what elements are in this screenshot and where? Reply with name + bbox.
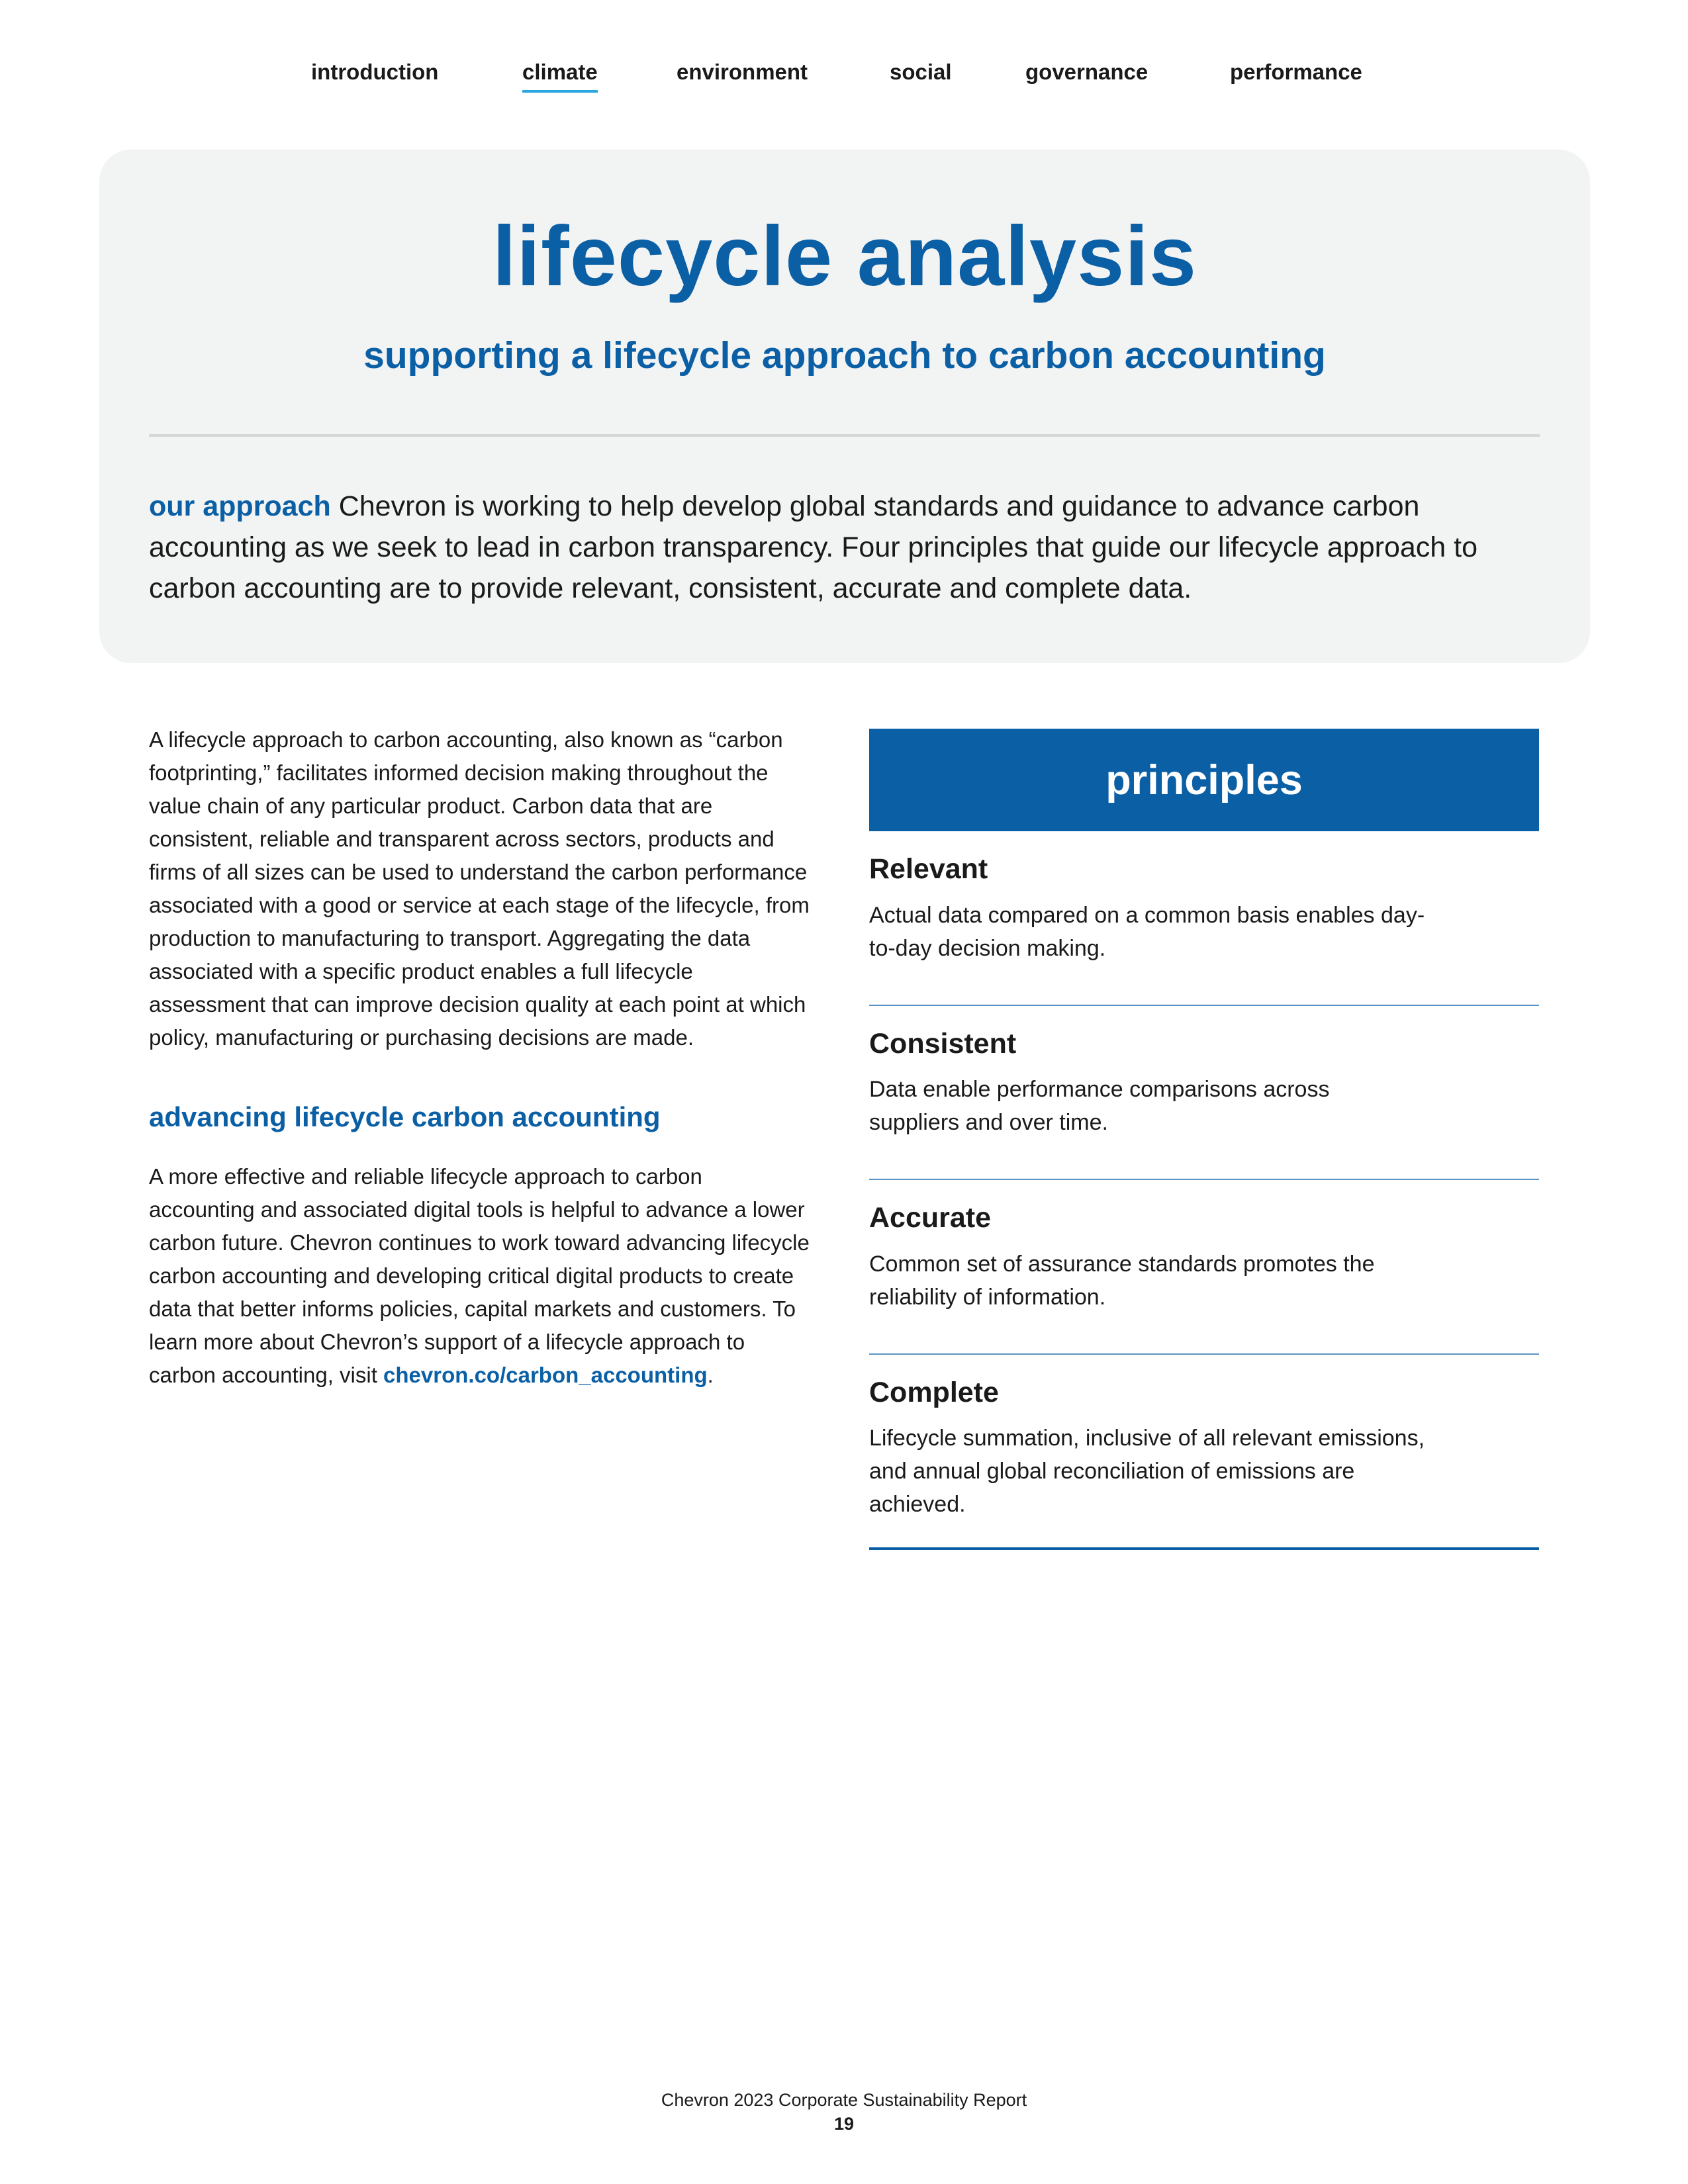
principle-title: Consistent (869, 1027, 1017, 1060)
principles-header: principles (869, 729, 1539, 831)
hero-panel (99, 150, 1590, 663)
principle-description: Actual data compared on a common basis enables day-to-day decision making. (869, 902, 1425, 961)
principle-description: Common set of assurance standards promotes the reliability of information. (869, 1251, 1375, 1310)
page-title: lifecycle analysis (492, 209, 1197, 304)
principles-panel (869, 729, 1539, 1550)
left-column (149, 723, 811, 1392)
page-subtitle: supporting a lifecycle approach to carbon accounting (363, 334, 1326, 377)
principle-description: Lifecycle summation, inclusive of all relevant emissions, and annual global reconciliation of emissions are achieved. (869, 1426, 1425, 1518)
principle-description: Data enable performance comparisons across suppliers and over time. (869, 1077, 1330, 1136)
principle-accurate (869, 1180, 1539, 1355)
approach-lead: our approach (149, 490, 331, 522)
principle-title: Accurate (869, 1202, 992, 1234)
intro-paragraph: A lifecycle approach to carbon accounting, also known as “carbon footprinting,” facilitates informed decision making throughout the value chain of any particular product. Carbon data that are consistent, reliable and transparent across sectors, products and firms of all sizes can be used to understand the carbon performance associated with a good or service at each stage of the lifecycle, from production to manufacturing to transport. Aggregating the data associated with a specific product enables a full lifecycle assessment that can improve decision quality at each point at which policy, manufacturing or purchasing decisions are made. (149, 727, 810, 1050)
principle-relevant (869, 831, 1539, 1006)
advancing-text-end: . (707, 1363, 714, 1388)
hero-divider (149, 434, 1540, 437)
principle-consistent (869, 1006, 1539, 1181)
nav-item-climate[interactable]: climate (522, 60, 598, 93)
nav-item-governance[interactable]: governance (1025, 60, 1149, 84)
section-heading: advancing lifecycle carbon accounting (149, 1101, 661, 1132)
carbon-accounting-link[interactable]: chevron.co/carbon_accounting (383, 1363, 708, 1388)
approach-paragraph (149, 486, 1539, 609)
top-navigation (0, 60, 1688, 99)
nav-item-social[interactable]: social (890, 60, 952, 84)
report-name: Chevron 2023 Corporate Sustainability Report (661, 2090, 1027, 2110)
nav-item-performance[interactable]: performance (1230, 60, 1362, 84)
advancing-text: A more effective and reliable lifecycle approach to carbon accounting and associated digital tools is helpful to advance a lower carbon future. Chevron continues to work toward advancing lifecycle carbon accounting and developing critical digital products to create data that better informs policies, capital markets and customers. To learn more about Chevron’s support of a lifecycle approach to carbon accounting, visit (149, 1164, 810, 1388)
page-footer (0, 2088, 1688, 2136)
approach-text: Chevron is working to help develop global standards and guidance to advance carbon accounting as we seek to lead in carbon transparency. Four principles that guide our lifecycle approach to carbon accounting are to provide relevant, consistent, accurate and complete data. (149, 490, 1478, 604)
nav-item-environment[interactable]: environment (677, 60, 808, 84)
nav-item-introduction[interactable]: introduction (311, 60, 439, 84)
principle-title: Complete (869, 1376, 999, 1408)
page-number: 19 (833, 2114, 855, 2134)
principle-complete (869, 1355, 1539, 1551)
advancing-paragraph (149, 1160, 811, 1392)
principle-title: Relevant (869, 853, 988, 885)
